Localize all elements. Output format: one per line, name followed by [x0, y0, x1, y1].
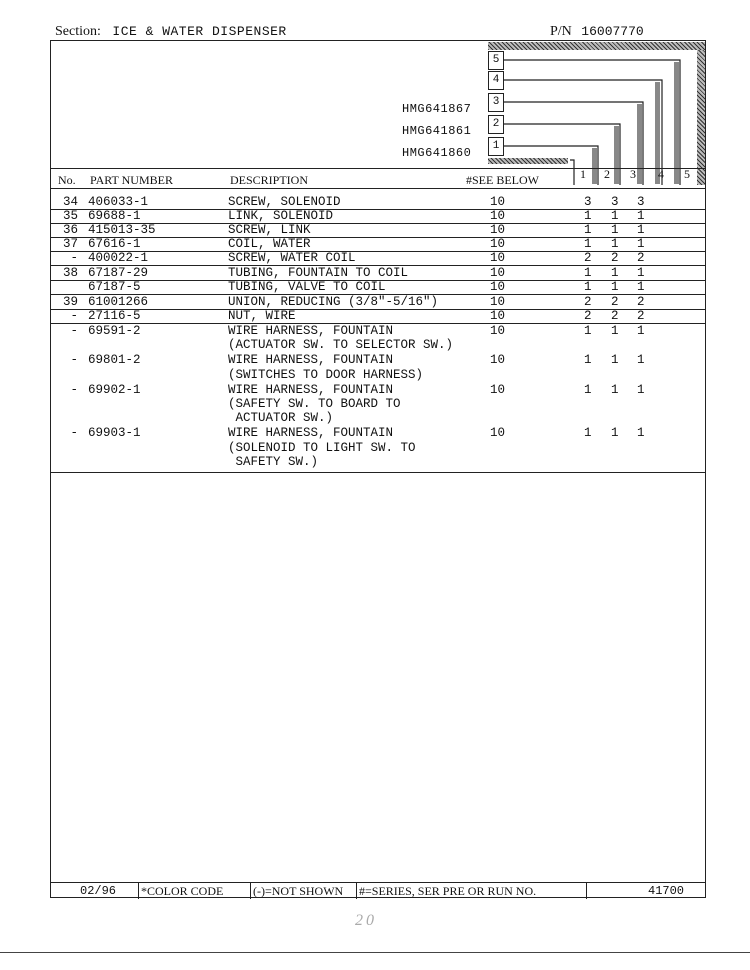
table-row	[50, 397, 706, 411]
description: WIRE HARNESS, FOUNTAIN	[228, 383, 394, 397]
description: UNION, REDUCING (3/8"-5/16")	[228, 295, 439, 309]
series-code: 10	[490, 324, 506, 338]
qty-3: 1	[637, 280, 645, 294]
table-row	[50, 209, 706, 223]
description: NUT, WIRE	[228, 309, 296, 323]
table-row	[50, 338, 706, 352]
description: (SWITCHES TO DOOR HARNESS)	[228, 368, 424, 382]
footer-date: 02/96	[80, 884, 117, 898]
description: TUBING, FOUNTAIN TO COIL	[228, 266, 409, 280]
description: SAFETY SW.)	[228, 455, 319, 469]
qty-1: 1	[584, 280, 592, 294]
description: ACTUATOR SW.)	[228, 411, 334, 425]
qty-1: 2	[584, 295, 592, 309]
table-row	[50, 295, 706, 309]
qty-3: 1	[637, 223, 645, 237]
table-row	[50, 426, 706, 440]
description: SCREW, LINK	[228, 223, 311, 237]
qty-1: 1	[584, 383, 592, 397]
qty-1: 2	[584, 251, 592, 265]
qty-2: 1	[611, 280, 619, 294]
table-row	[50, 251, 706, 265]
part-number: 406033-1	[88, 195, 149, 209]
series-code: 10	[490, 295, 506, 309]
model-number: HMG641867	[402, 102, 472, 116]
item-number: -	[70, 353, 78, 367]
qty-2: 1	[611, 237, 619, 251]
qty-2: 2	[611, 251, 619, 265]
col-header-q5: 5	[684, 167, 690, 181]
part-number: 69591-2	[88, 324, 141, 338]
series-box-2: 2	[488, 115, 504, 134]
col-header-q4: 4	[658, 167, 664, 181]
qty-1: 1	[584, 266, 592, 280]
item-number: -	[70, 426, 78, 440]
table-row	[50, 195, 706, 209]
item-number: 35	[62, 209, 78, 223]
col-header-description: DESCRIPTION	[230, 173, 309, 187]
series-code: 10	[490, 209, 506, 223]
series-code: 10	[490, 251, 506, 265]
series-box-1: 1	[488, 137, 504, 156]
column-header-divider	[50, 188, 706, 189]
col-header-q2: 2	[604, 167, 610, 181]
bottom-rule	[0, 952, 750, 953]
item-number: 34	[62, 195, 78, 209]
col-header-no: No.	[58, 173, 76, 187]
col-header-see-below: #SEE BELOW	[466, 173, 539, 187]
description: (SOLENOID TO LIGHT SW. TO	[228, 441, 416, 455]
footer-separator	[250, 883, 251, 899]
part-number: 415013-35	[88, 223, 156, 237]
series-box-4: 4	[488, 71, 504, 90]
qty-2: 1	[611, 383, 619, 397]
part-number: 27116-5	[88, 309, 141, 323]
part-number: 400022-1	[88, 251, 149, 265]
qty-2: 1	[611, 223, 619, 237]
description: WIRE HARNESS, FOUNTAIN	[228, 324, 394, 338]
item-number: -	[70, 309, 78, 323]
qty-3: 1	[637, 426, 645, 440]
section-value: ICE & WATER DISPENSER	[112, 24, 287, 39]
series-code: 10	[490, 195, 506, 209]
table-row	[50, 309, 706, 323]
qty-3: 1	[637, 353, 645, 367]
qty-1: 1	[584, 353, 592, 367]
footer	[50, 882, 706, 899]
description: COIL, WATER	[228, 237, 311, 251]
series-code: 10	[490, 280, 506, 294]
qty-3: 1	[637, 209, 645, 223]
part-number: 61001266	[88, 295, 149, 309]
footer-separator	[138, 883, 139, 899]
model-number: HMG641860	[402, 146, 472, 160]
table-row	[50, 368, 706, 382]
description: WIRE HARNESS, FOUNTAIN	[228, 426, 394, 440]
series-code: 10	[490, 353, 506, 367]
qty-3: 3	[637, 195, 645, 209]
part-number: 67187-5	[88, 280, 141, 294]
qty-2: 1	[611, 324, 619, 338]
footer-series-note: #=SERIES, SER PRE OR RUN NO.	[359, 884, 537, 898]
description: TUBING, VALVE TO COIL	[228, 280, 386, 294]
description: LINK, SOLENOID	[228, 209, 334, 223]
qty-3: 1	[637, 324, 645, 338]
part-number: 69801-2	[88, 353, 141, 367]
description: SCREW, SOLENOID	[228, 195, 341, 209]
footer-not-shown: (-)=NOT SHOWN	[253, 884, 344, 898]
qty-2: 1	[611, 426, 619, 440]
description: WIRE HARNESS, FOUNTAIN	[228, 353, 394, 367]
pn-value: 16007770	[581, 24, 644, 39]
item-number: -	[70, 324, 78, 338]
table-row	[50, 353, 706, 367]
series-code: 10	[490, 309, 506, 323]
series-code: 10	[490, 383, 506, 397]
series-box-5: 5	[488, 51, 504, 70]
table-row	[50, 324, 706, 338]
qty-3: 2	[637, 295, 645, 309]
table-row	[50, 280, 706, 294]
qty-1: 1	[584, 237, 592, 251]
qty-3: 1	[637, 266, 645, 280]
qty-1: 3	[584, 195, 592, 209]
qty-3: 1	[637, 237, 645, 251]
section-label: Section:	[55, 24, 101, 39]
part-number: 69688-1	[88, 209, 141, 223]
series-code: 10	[490, 237, 506, 251]
table-row	[50, 266, 706, 280]
qty-2: 2	[611, 309, 619, 323]
model-number: HMG641861	[402, 124, 472, 138]
table-row	[50, 223, 706, 237]
model-ladder-lines	[0, 0, 750, 200]
qty-1: 1	[584, 426, 592, 440]
part-number: 67187-29	[88, 266, 149, 280]
item-number: 37	[62, 237, 78, 251]
item-number: -	[70, 251, 78, 265]
table-row	[50, 237, 706, 251]
description: (ACTUATOR SW. TO SELECTOR SW.)	[228, 338, 454, 352]
qty-2: 3	[611, 195, 619, 209]
qty-3: 1	[637, 383, 645, 397]
table-end-line	[50, 472, 706, 473]
qty-1: 1	[584, 209, 592, 223]
qty-3: 2	[637, 309, 645, 323]
table-row	[50, 441, 706, 455]
item-number: 39	[62, 295, 78, 309]
col-header-q1: 1	[580, 167, 586, 181]
col-header-part-number: PART NUMBER	[90, 173, 173, 187]
footer-separator	[586, 883, 587, 899]
series-code: 10	[490, 266, 506, 280]
series-box-3: 3	[488, 93, 504, 112]
footer-color-code: *COLOR CODE	[141, 884, 224, 898]
item-number: 38	[62, 266, 78, 280]
qty-2: 2	[611, 295, 619, 309]
table-row	[50, 411, 706, 425]
footer-doc-number: 41700	[648, 884, 685, 898]
footer-separator	[356, 883, 357, 899]
part-number: 69903-1	[88, 426, 141, 440]
page-number-mark: 20	[355, 912, 377, 929]
table-row	[50, 383, 706, 397]
qty-1: 2	[584, 309, 592, 323]
item-number: 36	[62, 223, 78, 237]
col-header-q3: 3	[630, 167, 636, 181]
series-code: 10	[490, 426, 506, 440]
table-row	[50, 455, 706, 469]
qty-2: 1	[611, 266, 619, 280]
part-number: 67616-1	[88, 237, 141, 251]
part-number: 69902-1	[88, 383, 141, 397]
qty-1: 1	[584, 223, 592, 237]
qty-2: 1	[611, 353, 619, 367]
description: (SAFETY SW. TO BOARD TO	[228, 397, 401, 411]
item-number: -	[70, 383, 78, 397]
qty-3: 2	[637, 251, 645, 265]
series-code: 10	[490, 223, 506, 237]
description: SCREW, WATER COIL	[228, 251, 356, 265]
qty-2: 1	[611, 209, 619, 223]
pn-label: P/N	[550, 24, 572, 39]
qty-1: 1	[584, 324, 592, 338]
